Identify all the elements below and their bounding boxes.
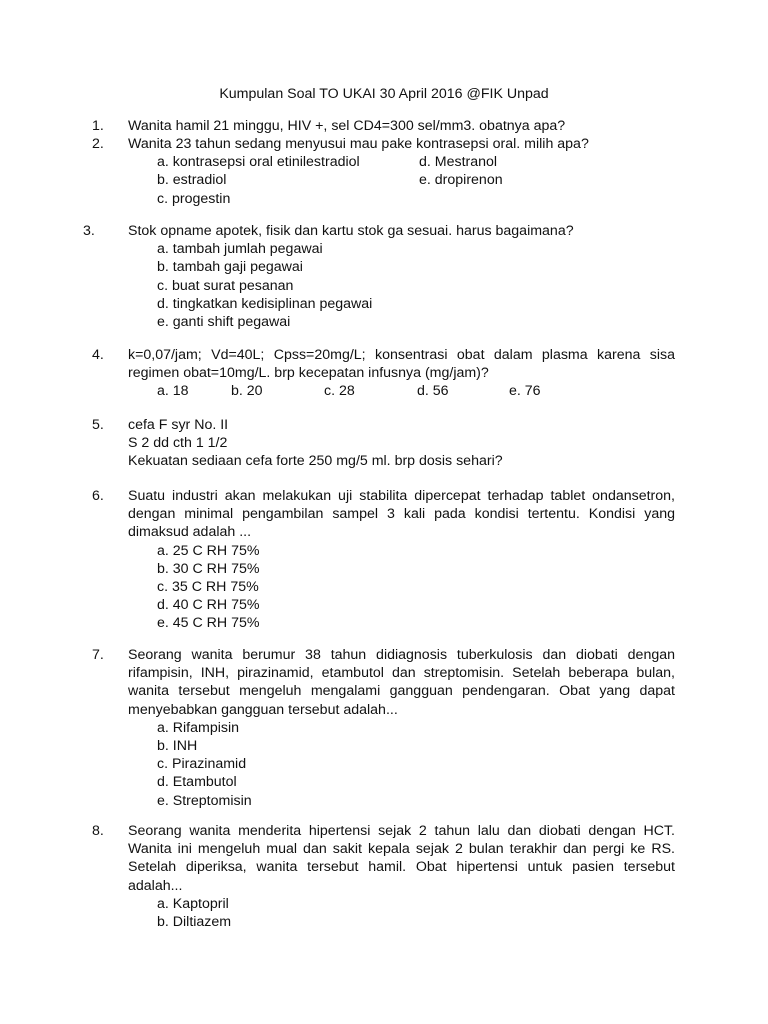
option-item: d. tingkatkan kedisiplinan pegawai bbox=[157, 295, 373, 312]
option-item: c. 35 C RH 75% bbox=[157, 579, 259, 596]
option-item: b. 20 bbox=[231, 383, 263, 400]
question-text: Kekuatan sediaan cefa forte 250 mg/5 ml. brp dosis sehari? bbox=[128, 453, 503, 470]
question-text: Wanita hamil 21 minggu, HIV +, sel CD4=300 sel/mm3. obatnya apa? bbox=[128, 118, 566, 134]
question-text: rifampisin, INH, pirazinamid, etambutol dan streptomisin. Setelah beberapa bulan, bbox=[128, 665, 675, 682]
options-list bbox=[157, 240, 768, 331]
option-item: a. 18 bbox=[157, 383, 189, 400]
question-text: Seorang wanita berumur 38 tahun didiagnosis tuberkulosis dan diobati dengan bbox=[128, 647, 675, 663]
option-item: a. 25 C RH 75% bbox=[157, 542, 260, 559]
question-text: adalah... bbox=[128, 877, 183, 894]
option-item: d. Mestranol bbox=[419, 154, 498, 171]
option-item: c. Pirazinamid bbox=[157, 756, 247, 773]
question-6 bbox=[0, 487, 768, 633]
option-item: d. Etambutol bbox=[157, 774, 237, 791]
option-item: b. 30 C RH 75% bbox=[157, 560, 260, 577]
question-text: cefa F syr No. II bbox=[128, 417, 229, 433]
option-item: b. estradiol bbox=[157, 172, 227, 189]
option-item: a. Rifampisin bbox=[157, 719, 240, 736]
option-item: d. 40 C RH 75% bbox=[157, 597, 260, 614]
question-number: 2. bbox=[92, 136, 104, 152]
question-text: regimen obat=10mg/L. brp kecepatan infusnya (mg/jam)? bbox=[128, 365, 489, 382]
question-text: Wanita ini mengeluh mual dan sakit kepala sejak 2 bulan terakhir dan pergi ke RS. bbox=[128, 841, 675, 858]
question-text: Setelah diperiksa, wanita tersebut hamil. Obat hipertensi untuk pasien tersebut bbox=[128, 859, 675, 876]
question-1 bbox=[0, 117, 768, 135]
options-list bbox=[157, 719, 768, 810]
option-item: a. tambah jumlah pegawai bbox=[157, 241, 323, 258]
option-item: b. Diltiazem bbox=[157, 914, 232, 931]
question-text: S 2 dd cth 1 1/2 bbox=[128, 435, 228, 452]
option-item: a. Kaptopril bbox=[157, 895, 229, 912]
question-number: 4. bbox=[92, 347, 104, 363]
option-item: c. buat surat pesanan bbox=[157, 277, 294, 294]
options-list bbox=[157, 895, 768, 931]
question-number: 3. bbox=[83, 223, 95, 239]
option-item: e. Streptomisin bbox=[157, 792, 252, 809]
question-number: 6. bbox=[92, 488, 104, 504]
question-5 bbox=[0, 416, 768, 471]
option-item: b. tambah gaji pegawai bbox=[157, 259, 303, 276]
question-text: dengan minimal pengambilan sampel 3 kali pada kondisi tertentu. Kondisi yang bbox=[128, 506, 675, 523]
question-text: Seorang wanita menderita hipertensi sejak 2 tahun lalu dan diobati dengan HCT. bbox=[128, 823, 675, 839]
question-number: 1. bbox=[92, 118, 104, 134]
question-3 bbox=[0, 222, 768, 331]
option-item: e. dropirenon bbox=[419, 172, 503, 189]
question-text: dimaksud adalah ... bbox=[128, 524, 252, 541]
question-text: Wanita 23 tahun sedang menyusui mau pake kontrasepsi oral. milih apa? bbox=[128, 136, 589, 152]
question-number: 5. bbox=[92, 417, 104, 433]
option-item: a. kontrasepsi oral etinilestradiol bbox=[157, 154, 360, 171]
page-title: Kumpulan Soal TO UKAI 30 April 2016 @FIK Unpad bbox=[219, 86, 549, 102]
option-item: b. INH bbox=[157, 738, 198, 755]
question-text: Suatu industri akan melakukan uji stabilita dipercepat terhadap tablet ondansetron, bbox=[128, 488, 675, 504]
question-8 bbox=[0, 822, 768, 931]
question-text: Stok opname apotek, fisik dan kartu stok ga sesuai. harus bagaimana? bbox=[128, 223, 574, 239]
question-2 bbox=[0, 135, 768, 208]
options-list bbox=[157, 153, 768, 208]
options-list bbox=[157, 382, 768, 400]
option-item: c. 28 bbox=[324, 383, 355, 400]
question-text: menyebabkan gangguan tersebut adalah... bbox=[128, 701, 398, 718]
question-number: 8. bbox=[92, 823, 104, 839]
option-item: e. ganti shift pegawai bbox=[157, 314, 291, 331]
option-item: c. progestin bbox=[157, 190, 231, 207]
option-item: e. 76 bbox=[509, 383, 541, 400]
question-number: 7. bbox=[92, 647, 104, 663]
question-4 bbox=[0, 346, 768, 401]
options-list bbox=[157, 542, 768, 633]
option-item: d. 56 bbox=[417, 383, 449, 400]
option-item: e. 45 C RH 75% bbox=[157, 615, 260, 632]
question-text: k=0,07/jam; Vd=40L; Cpss=20mg/L; konsentrasi obat dalam plasma karena sisa bbox=[128, 347, 675, 363]
question-7 bbox=[0, 646, 768, 810]
question-text: wanita tersebut mengeluh mengalami gangguan pendengaran. Obat yang dapat bbox=[128, 683, 675, 700]
